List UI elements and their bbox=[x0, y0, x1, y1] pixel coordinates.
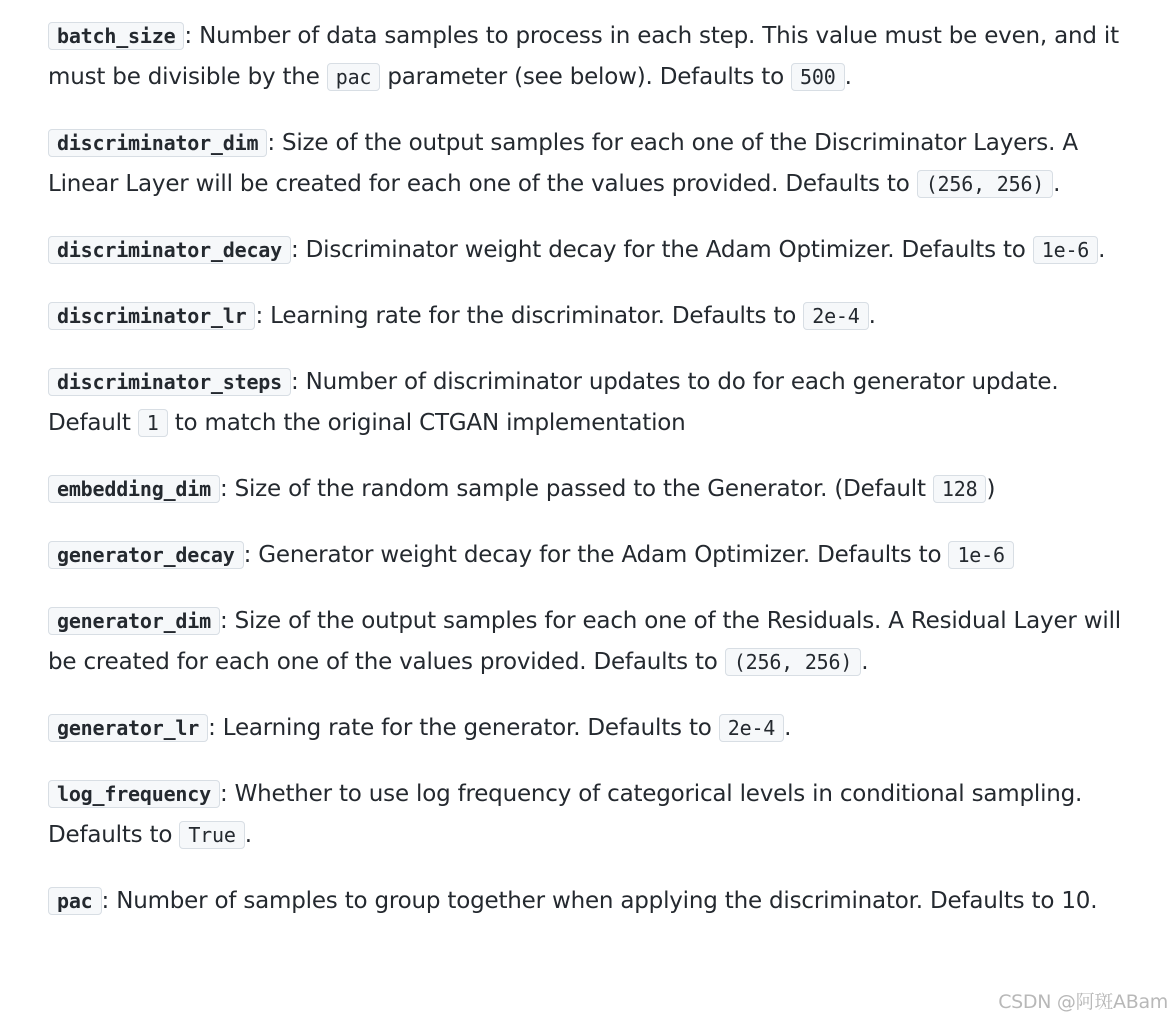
param-name: batch_size bbox=[48, 22, 184, 50]
param-generator-lr bbox=[48, 708, 1138, 749]
param-text: . bbox=[784, 715, 792, 741]
param-text: . bbox=[868, 303, 876, 329]
param-text: . bbox=[1098, 237, 1106, 263]
inline-code: (256, 256) bbox=[725, 648, 861, 676]
param-generator-decay bbox=[48, 535, 1138, 576]
param-text: : Size of the output samples for each one of the Discriminator Layers. A Linear Layer will be created for each one of the values provided. Defaults to bbox=[48, 130, 1078, 197]
param-text: ) bbox=[986, 476, 996, 502]
param-discriminator-steps bbox=[48, 362, 1138, 444]
param-text: : Size of the random sample passed to the Generator. (Default bbox=[219, 476, 933, 502]
param-name: generator_decay bbox=[48, 541, 244, 569]
param-name: discriminator_lr bbox=[48, 302, 255, 330]
param-name: discriminator_steps bbox=[48, 368, 291, 396]
param-name: log_frequency bbox=[48, 780, 220, 808]
inline-code: 2e-4 bbox=[803, 302, 868, 330]
param-text: : Generator weight decay for the Adam Optimizer. Defaults to bbox=[243, 542, 949, 568]
inline-code: 128 bbox=[933, 475, 987, 503]
param-name: embedding_dim bbox=[48, 475, 220, 503]
inline-code: 1e-6 bbox=[948, 541, 1013, 569]
param-name: discriminator_dim bbox=[48, 129, 267, 157]
param-text: : Number of data samples to process in each step. This value must be even, and it must be divisible by the bbox=[48, 23, 1119, 90]
param-name: generator_lr bbox=[48, 714, 208, 742]
inline-code: 500 bbox=[791, 63, 845, 91]
param-pac bbox=[48, 881, 1138, 922]
param-text: : Discriminator weight decay for the Adam Optimizer. Defaults to bbox=[290, 237, 1033, 263]
param-batch-size bbox=[48, 16, 1138, 98]
param-text: : Learning rate for the discriminator. Defaults to bbox=[255, 303, 804, 329]
param-name: pac bbox=[48, 887, 102, 915]
watermark: CSDN @阿斑ABam bbox=[998, 991, 1168, 1013]
param-discriminator-dim bbox=[48, 123, 1138, 205]
inline-code: 1 bbox=[138, 409, 168, 437]
param-discriminator-lr bbox=[48, 296, 1138, 337]
param-name: discriminator_decay bbox=[48, 236, 291, 264]
param-text: . bbox=[844, 64, 852, 90]
param-generator-dim bbox=[48, 601, 1138, 683]
param-name: generator_dim bbox=[48, 607, 220, 635]
parameter-list bbox=[48, 16, 1138, 947]
inline-code: True bbox=[179, 821, 244, 849]
inline-code: 1e-6 bbox=[1033, 236, 1098, 264]
param-text: parameter (see below). Defaults to bbox=[380, 64, 792, 90]
inline-code: pac bbox=[327, 63, 381, 91]
param-discriminator-decay bbox=[48, 230, 1138, 271]
param-text: : Learning rate for the generator. Defaults to bbox=[208, 715, 719, 741]
param-text: . bbox=[244, 822, 252, 848]
inline-code: (256, 256) bbox=[917, 170, 1053, 198]
param-text: : Number of samples to group together when applying the discriminator. Defaults to 10. bbox=[101, 888, 1098, 914]
param-log-frequency bbox=[48, 774, 1138, 856]
param-text: to match the original CTGAN implementation bbox=[167, 410, 686, 436]
inline-code: 2e-4 bbox=[719, 714, 784, 742]
param-text: . bbox=[861, 649, 869, 675]
param-text: : Whether to use log frequency of categorical levels in conditional sampling. Defaults to bbox=[48, 781, 1083, 848]
param-text: . bbox=[1053, 171, 1061, 197]
param-embedding-dim bbox=[48, 469, 1138, 510]
param-text: : Size of the output samples for each one of the Residuals. A Residual Layer will be created for each one of the values provided. Defaults to bbox=[48, 608, 1121, 675]
param-text: : Number of discriminator updates to do for each generator update. Default bbox=[48, 369, 1059, 436]
